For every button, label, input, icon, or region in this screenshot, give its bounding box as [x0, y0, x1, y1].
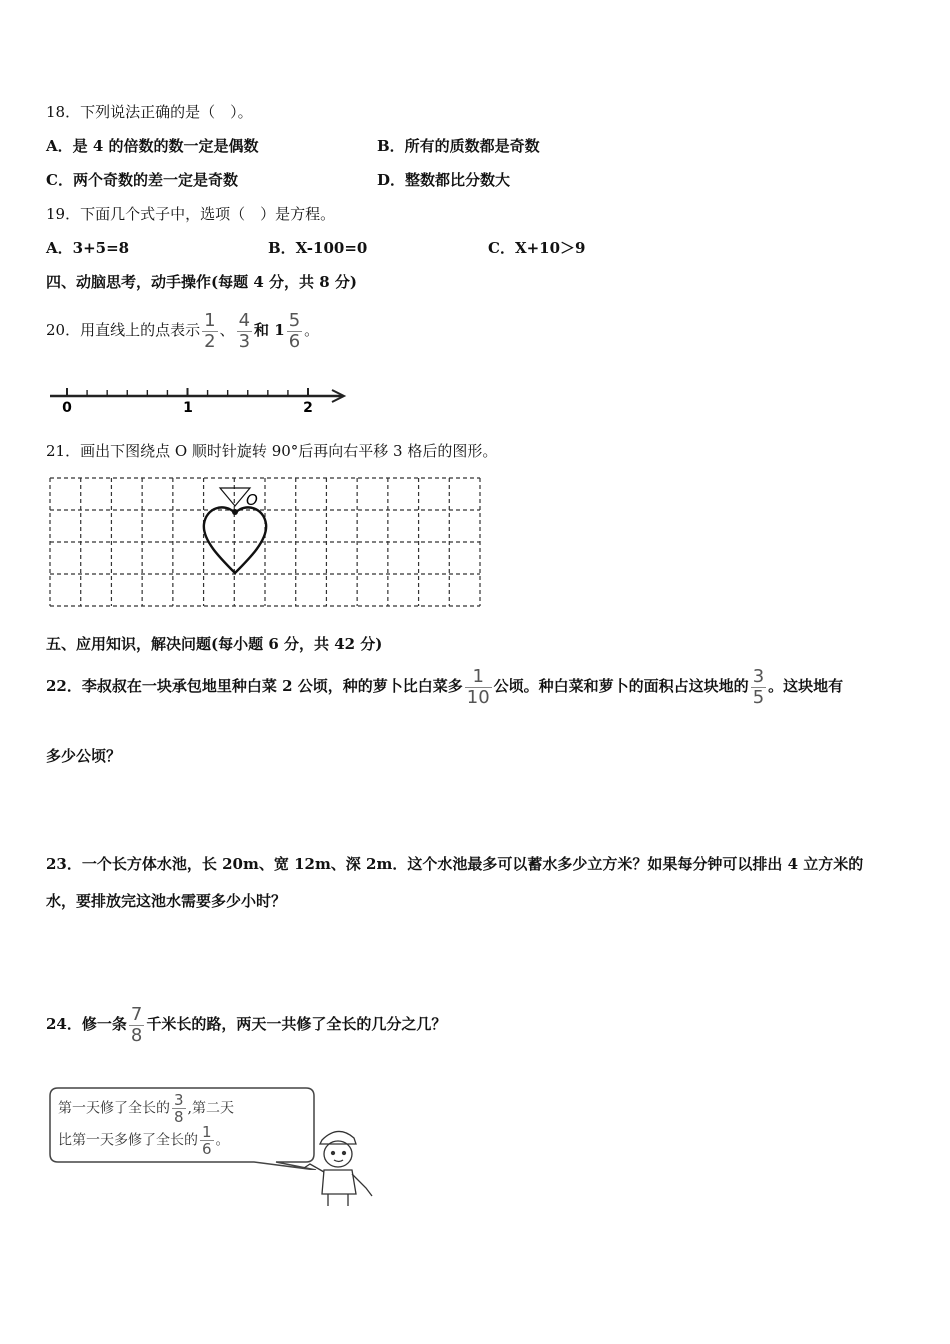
fraction-7-8: $\frac{7}{8}$ [130, 1003, 143, 1046]
fraction-3-8: $\frac{3}{8}$ [174, 1091, 184, 1126]
bubble-text-2a: 比第一天多修了全长的 [58, 1132, 198, 1149]
q24-stem [46, 996, 446, 1052]
q22-part-2: 公顷。种白菜和萝卜的面积占这块地的 [493, 677, 749, 695]
q22-line-1 [46, 658, 843, 714]
q22-line-2: 多少公顷？ [46, 747, 122, 765]
q19-option-c[interactable]: C．X+10＞9 [488, 239, 586, 257]
q20-prefix: 20．用直线上的点表示 [46, 321, 201, 339]
q19-option-a[interactable]: A．3+5=8 [46, 239, 130, 257]
q24-suffix: 千米长的路，两天一共修了全长的几分之几？ [146, 1015, 447, 1033]
q18-option-d[interactable]: D．整数都比分数大 [377, 171, 511, 189]
rotation-grid[interactable] [46, 474, 486, 612]
section-4-heading: 四、动脑思考，动手操作(每题 4 分，共 8 分) [46, 273, 357, 291]
q20-end: 。 [304, 321, 320, 339]
q20-separator: 、 [219, 321, 235, 339]
point-o-label: O [246, 491, 258, 509]
q18-option-b[interactable]: B．所有的质数都是奇数 [377, 137, 540, 155]
q19-stem: 19．下面几个式子中，选项（ ）是方程。 [46, 205, 336, 223]
q23-line-1: 23．一个长方体水池，长 20m、宽 12m、深 2m．这个水池最多可以蓄水多少立方米？如果每分钟可以排出 4 立方米的 [46, 855, 864, 873]
fraction-1-2: $\frac{1}{2}$ [204, 309, 216, 352]
q22-part-1: 22．李叔叔在一块承包地里种白菜 2 公顷，种的萝卜比白菜多 [46, 677, 463, 695]
number-line-label-2: 2 [303, 400, 313, 416]
bubble-text-2b: 。 [215, 1132, 230, 1149]
q20-stem [46, 300, 319, 360]
heart-figure [204, 507, 266, 573]
number-line [46, 380, 356, 416]
bubble-line-2 [58, 1124, 230, 1157]
bubble-text-1a: 第一天修了全长的 [58, 1100, 170, 1117]
number-line-label-0: 0 [62, 400, 72, 416]
q18-stem: 18．下列说法正确的是（ ）。 [46, 103, 253, 121]
q24-prefix: 24．修一条 [46, 1015, 127, 1033]
worker-illustration [294, 1124, 380, 1210]
q19-option-b[interactable]: B．X-100=0 [268, 239, 368, 257]
q21-stem: 21．画出下图绕点 O 顺时针旋转 90°后再向右平移 3 格后的图形。 [46, 442, 498, 460]
q22-part-3: 。这块地有 [768, 677, 844, 695]
q18-option-c[interactable]: C．两个奇数的差一定是奇数 [46, 171, 238, 189]
point-o [232, 509, 238, 515]
section-5-heading: 五、应用知识，解决问题(每小题 6 分，共 42 分) [46, 635, 383, 653]
number-line-label-1: 1 [183, 400, 193, 416]
bubble-line-1 [58, 1092, 234, 1125]
q20-and: 和 1 [254, 321, 285, 339]
q23-line-2: 水，要排放完这池水需要多少小时？ [46, 892, 287, 910]
fraction-1-10: $\frac{1}{10}$ [466, 665, 490, 708]
fraction-3-5: $\frac{3}{5}$ [752, 665, 765, 708]
fraction-5-6: $\frac{5}{6}$ [288, 309, 301, 352]
q18-option-a[interactable]: A．是 4 的倍数的数一定是偶数 [46, 137, 259, 155]
fraction-1-6: $\frac{1}{6}$ [202, 1123, 212, 1158]
bubble-text-1b: ,第二天 [187, 1100, 234, 1117]
fraction-4-3: $\frac{4}{3}$ [238, 309, 251, 352]
